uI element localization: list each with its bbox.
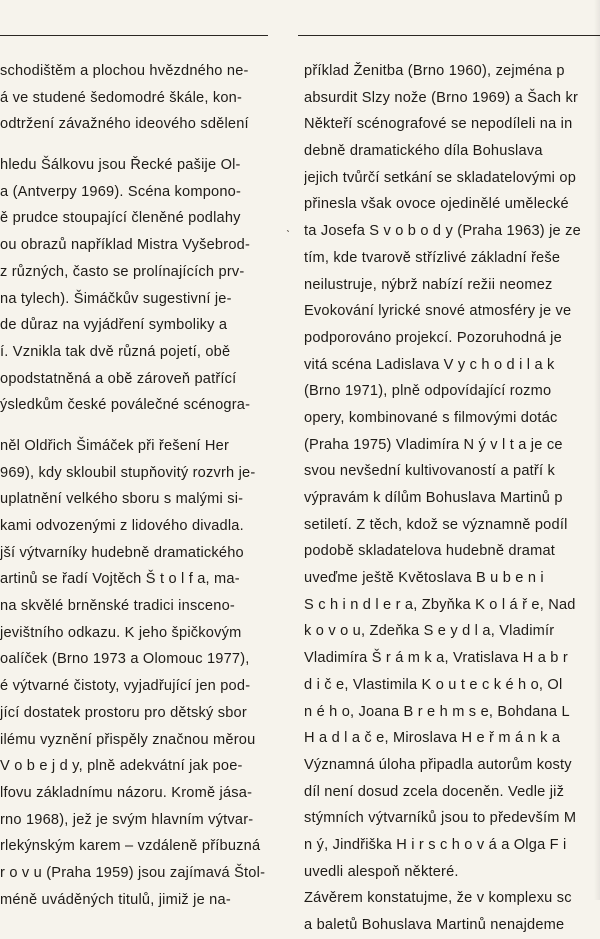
text-line-right: díl není dosud zcela doceněn. Vedle již xyxy=(304,783,565,800)
text-column-left xyxy=(0,58,290,913)
text-line-left: rlekýnským karem – vzdáleně příbuzná xyxy=(0,838,261,855)
text-line-left: rno 1968), jež je svým hlavním výtvar- xyxy=(0,811,254,828)
text-line-left: artinů se řadí Vojtěch Š t o l f a, ma- xyxy=(0,571,240,588)
text-line-left: kami odvozenými z lidového divadla. xyxy=(0,518,244,534)
text-line-left: r o v u (Praha 1959) jsou zajímavá Štol- xyxy=(0,864,266,881)
text-line-right: jejich tvůrčí setkání se skladatelovými op xyxy=(304,169,577,186)
text-line-right: k o v o u, Zdeňka S e y d l a, Vladimír xyxy=(304,623,555,640)
text-line-right: n é h o, Joana B r e h m s e, Bohdana L xyxy=(304,703,570,720)
text-line-left: jevištního odkazu. K jeho špičkovým xyxy=(0,624,242,641)
text-line-left: é výtvarné čistoty, vyjadřující jen pod- xyxy=(0,678,251,695)
text-line-left: á ve studené šedomodré škále, kon- xyxy=(0,89,243,106)
text-line-left: z různých, často se prolínajících prv- xyxy=(0,263,245,280)
text-line-left: hledu Šálkovu jsou Řecké pašije Ol- xyxy=(0,157,241,174)
text-line-right: Závěrem konstatujme, že v komplexu sc xyxy=(304,890,572,907)
text-line-right: neilustruje, nýbrž nabízí režii neomez xyxy=(304,276,553,293)
text-line-right: příklad Ženitba (Brno 1960), zejména p xyxy=(304,63,565,79)
text-line-left: V o b e j d y, plně adekvátní jak poe- xyxy=(0,758,243,775)
text-line-right: opery, kombinované s filmovými dotác xyxy=(304,409,558,426)
top-rule-left xyxy=(0,35,268,36)
text-line-right: Někteří scénografové se nepodíleli na in xyxy=(304,116,573,133)
text-line-left: odtržení závažného ideového sdělení xyxy=(0,116,249,133)
text-line-left: 969), kdy skloubil stupňovitý rozvrh je- xyxy=(0,464,256,481)
text-line-right: tím, kde tvarově střízlivé základní řeše xyxy=(304,249,561,266)
text-line-left: schodištěm a plochou hvězdného ne- xyxy=(0,63,249,79)
text-line-left: oalíček (Brno 1973 a Olomouc 1977), xyxy=(0,651,250,668)
text-line-right: d i č e, Vlastimila K o u t e c k é h o, Ol xyxy=(304,676,563,693)
text-line-right: H a d l a č e, Miroslava H e ř m á n k a xyxy=(304,730,561,747)
text-line-left xyxy=(0,138,290,152)
page-edge-shadow xyxy=(594,0,600,900)
margin-mark: ˋ xyxy=(286,228,290,242)
text-line-left: jící dostatek prostoru pro dětský sbor xyxy=(0,704,247,721)
text-line-left: opodstatněná a obě zároveň patřící xyxy=(0,370,237,387)
text-line-left: ou obrazů například Mistra Vyšebrod- xyxy=(0,237,251,254)
text-line-left: něl Oldřich Šimáček při řešení Her xyxy=(0,437,230,454)
top-rule-right xyxy=(298,35,600,36)
text-line-left: ě prudce stoupající členěné podlahy xyxy=(0,210,241,227)
text-line-right: S c h i n d l e r a, Zbyňka K o l á ř e, Nad xyxy=(304,596,576,613)
text-line-left: jší výtvarníky hudebně dramatického xyxy=(0,544,244,561)
text-line-right: (Brno 1971), plně odpovídající rozmo xyxy=(304,383,552,400)
text-line-right: (Praha 1975) Vladimíra N ý v l t a je ce xyxy=(304,436,563,453)
text-line-right: a baletů Bohuslava Martinů nenajdeme xyxy=(304,917,565,933)
text-line-left: lfovu základnímu názoru. Kromě jása- xyxy=(0,784,253,801)
text-line-right: svou nevšední kultivovaností a patří k xyxy=(304,463,555,480)
text-line-right: Významná úloha připadla autorům kosty xyxy=(304,756,572,773)
text-line-left: uplatnění velkého sboru s malými si- xyxy=(0,491,244,508)
text-line-left: na skvělé brněnské tradici insceno- xyxy=(0,598,235,615)
text-line-right: debně dramatického díla Bohuslava xyxy=(304,143,543,160)
text-line-left: de důraz na vyjádření symboliky a xyxy=(0,317,228,334)
text-line-right: Evokování lyrické snové atmosféry je ve xyxy=(304,303,572,320)
text-line-left: ýsledkům české poválečné scénogra- xyxy=(0,397,251,414)
text-line-right: setiletí. Z těch, kdož se významně podíl xyxy=(304,516,568,533)
text-line-right: podobě skladatelova hudebně dramat xyxy=(304,543,556,560)
text-line-right: absurdit Slzy nože (Brno 1969) a Šach kr xyxy=(304,89,579,106)
text-line-left: ilému vyznění přispěly značnou měrou xyxy=(0,731,256,748)
text-line-right: podporováno projekcí. Pozoruhodná je xyxy=(304,329,562,346)
text-line-right: výpravám k dílům Bohuslava Martinů p xyxy=(304,490,563,506)
text-line-right: stýmních výtvarníků jsou to především M xyxy=(304,810,577,827)
text-column-right xyxy=(304,58,600,939)
text-line-right: n ý, Jindřiška H i r s c h o v á a Olga F i xyxy=(304,836,567,853)
text-line-right: ta Josefa S v o b o d y (Praha 1963) je ze xyxy=(304,223,581,240)
text-line-right: přinesla však ovoce ojedinělé umělecké xyxy=(304,196,569,213)
text-line-right: vitá scéna Ladislava V y c h o d i l a k xyxy=(304,356,555,373)
text-line-right: Vladimíra Š r á m k a, Vratislava H a b r xyxy=(304,650,568,667)
text-line-left: a (Antverpy 1969). Scéna kompono- xyxy=(0,183,242,200)
text-line-left xyxy=(0,419,290,433)
text-line-right: uveďme ještě Květoslava B u b e n i xyxy=(304,570,544,587)
text-line-left: í. Vznikla tak dvě různá pojetí, obě xyxy=(0,343,231,360)
text-line-left: na tylech). Šimáčkův sugestivní je- xyxy=(0,290,232,307)
text-line-right: uvedli alespoň některé. xyxy=(304,863,459,880)
text-line-left: méně uváděných titulů, jimiž je na- xyxy=(0,891,231,908)
